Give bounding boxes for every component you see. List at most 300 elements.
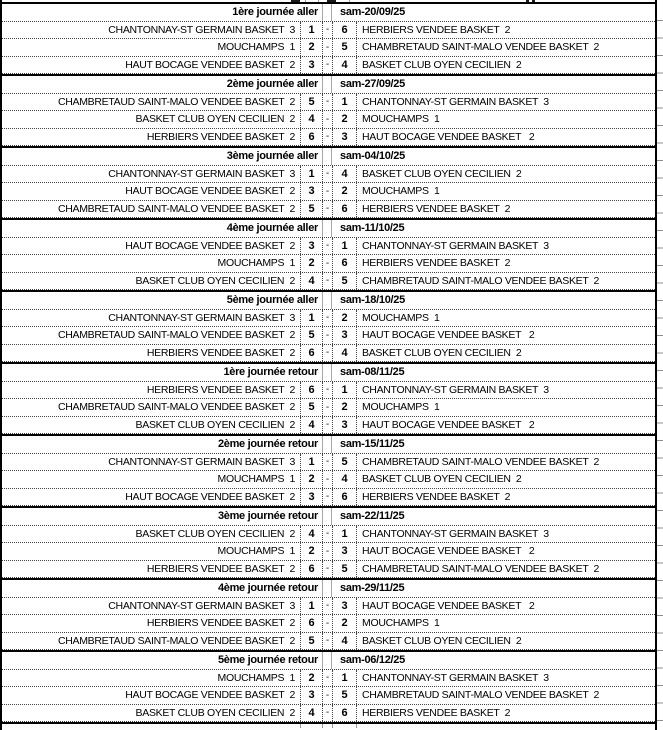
header-spacer-cell[interactable] <box>322 580 332 597</box>
away-number-cell[interactable] <box>332 111 356 128</box>
away-team-cell[interactable] <box>356 471 655 488</box>
vs-dash: - <box>325 401 330 413</box>
away-number-cell[interactable] <box>332 166 356 183</box>
vs-dash-cell[interactable] <box>322 327 332 344</box>
away-team-cell[interactable] <box>356 310 655 327</box>
home-team-cell[interactable] <box>2 166 300 183</box>
vs-dash: - <box>325 528 330 540</box>
vs-dash: - <box>325 203 330 215</box>
round-header-row <box>2 580 655 598</box>
vs-dash: - <box>325 240 330 252</box>
away-team-cell[interactable] <box>356 22 655 39</box>
vs-dash: - <box>325 600 330 612</box>
home-team-number: 5 <box>308 202 315 215</box>
home-team-cell[interactable] <box>2 561 300 578</box>
round-matches <box>2 670 655 723</box>
vs-dash: - <box>325 168 330 180</box>
vs-dash-cell[interactable] <box>322 561 332 578</box>
away-number-cell[interactable] <box>332 598 356 615</box>
away-team-number: 4 <box>341 167 348 180</box>
away-number-cell[interactable] <box>332 327 356 344</box>
away-number-cell[interactable] <box>332 382 356 399</box>
gridline-stub <box>300 724 301 728</box>
match-row <box>2 22 655 40</box>
away-team-number: 6 <box>341 706 348 719</box>
home-team-cell[interactable] <box>2 273 300 290</box>
vs-dash-cell[interactable] <box>322 399 332 416</box>
away-number-cell[interactable] <box>332 201 356 218</box>
round-date-cell[interactable] <box>332 364 655 381</box>
away-number-cell[interactable] <box>332 57 356 74</box>
round-title: 1ère journée aller <box>232 6 318 19</box>
home-team-name: BASKET CLUB OYEN CECILIEN 2 <box>135 418 295 431</box>
match-row <box>2 183 655 201</box>
away-number-cell[interactable] <box>332 129 356 146</box>
vs-dash: - <box>325 59 330 71</box>
home-number-cell[interactable] <box>300 615 322 632</box>
home-team-cell[interactable] <box>2 399 300 416</box>
round-date-cell[interactable] <box>332 148 655 165</box>
away-team-number: 6 <box>341 257 348 270</box>
match-row <box>2 687 655 705</box>
home-team-number: 4 <box>308 527 315 540</box>
vs-dash: - <box>325 185 330 197</box>
vs-dash-cell[interactable] <box>322 183 332 200</box>
away-team-name: MOUCHAMPS 1 <box>362 113 440 126</box>
away-team-cell[interactable] <box>356 183 655 200</box>
away-team-name: MOUCHAMPS 1 <box>362 311 440 324</box>
round-block <box>2 578 655 650</box>
round-date: sam-22/11/25 <box>340 510 405 523</box>
home-team-name: HAUT BOCAGE VENDEE BASKET 2 <box>125 185 295 198</box>
away-number-cell[interactable] <box>332 526 356 543</box>
vs-dash-cell[interactable] <box>322 22 332 39</box>
away-team-cell[interactable] <box>356 489 655 506</box>
round-date-cell[interactable] <box>332 292 655 309</box>
gridline-stub <box>318 0 319 2</box>
home-team-name: CHAMBRETAUD SAINT-MALO VENDEE BASKET 2 <box>57 329 295 342</box>
vs-dash-cell[interactable] <box>322 382 332 399</box>
home-team-cell[interactable] <box>2 489 300 506</box>
away-team-name: CHAMBRETAUD SAINT-MALO VENDEE BASKET 2 <box>362 562 600 575</box>
vs-dash-cell[interactable] <box>322 345 332 362</box>
away-team-cell[interactable] <box>356 705 655 722</box>
away-team-cell[interactable] <box>356 238 655 255</box>
away-number-cell[interactable] <box>332 22 356 39</box>
away-team-cell[interactable] <box>356 273 655 290</box>
home-number-cell[interactable] <box>300 543 322 560</box>
home-number-cell[interactable] <box>300 705 322 722</box>
away-team-number: 1 <box>341 527 348 540</box>
home-team-name: CHAMBRETAUD SAINT-MALO VENDEE BASKET 2 <box>57 401 295 414</box>
clipped-digit-mark <box>327 0 336 2</box>
round-date-cell[interactable] <box>332 436 655 453</box>
round-block <box>2 218 655 290</box>
home-number-cell[interactable] <box>300 417 322 434</box>
vs-dash-cell[interactable] <box>322 526 332 543</box>
round-matches <box>2 22 655 75</box>
home-team-cell[interactable] <box>2 183 300 200</box>
away-team-cell[interactable] <box>356 255 655 272</box>
home-team-number: 3 <box>308 689 315 702</box>
vs-dash-cell[interactable] <box>322 471 332 488</box>
away-number-cell[interactable] <box>332 489 356 506</box>
away-team-name: HAUT BOCAGE VENDEE BASKET 2 <box>362 545 535 558</box>
home-number-cell[interactable] <box>300 183 322 200</box>
round-title-cell[interactable] <box>2 508 322 525</box>
away-team-cell[interactable] <box>356 454 655 471</box>
home-team-number: 5 <box>308 95 315 108</box>
away-team-cell[interactable] <box>356 633 655 650</box>
round-header-row <box>2 652 655 670</box>
match-row <box>2 238 655 256</box>
vs-dash-cell[interactable] <box>322 454 332 471</box>
home-team-cell[interactable] <box>2 543 300 560</box>
vs-dash-cell[interactable] <box>322 273 332 290</box>
away-team-name: MOUCHAMPS 1 <box>362 185 440 198</box>
home-team-cell[interactable] <box>2 633 300 650</box>
away-team-cell[interactable] <box>356 615 655 632</box>
home-team-cell[interactable] <box>2 598 300 615</box>
round-matches <box>2 238 655 291</box>
home-number-cell[interactable] <box>300 489 322 506</box>
round-date: sam-18/10/25 <box>340 294 405 307</box>
match-row <box>2 111 655 129</box>
away-team-cell[interactable] <box>356 687 655 704</box>
home-number-cell[interactable] <box>300 310 322 327</box>
home-team-cell[interactable] <box>2 382 300 399</box>
round-date: sam-11/10/25 <box>340 222 405 235</box>
away-team-number: 6 <box>341 490 348 503</box>
home-team-cell[interactable] <box>2 345 300 362</box>
match-row <box>2 489 655 507</box>
away-team-number: 1 <box>341 671 348 684</box>
away-number-cell[interactable] <box>332 471 356 488</box>
round-date-cell[interactable] <box>332 76 655 93</box>
round-title: 2ème journée retour <box>217 438 318 451</box>
away-number-cell[interactable] <box>332 417 356 434</box>
away-number-cell[interactable] <box>332 705 356 722</box>
vs-dash-cell[interactable] <box>322 129 332 146</box>
round-header-row <box>2 148 655 166</box>
away-team-cell[interactable] <box>356 543 655 560</box>
round-date-cell[interactable] <box>332 508 655 525</box>
away-team-cell[interactable] <box>356 399 655 416</box>
away-team-name: CHANTONNAY-ST GERMAIN BASKET 3 <box>362 383 549 396</box>
away-team-cell[interactable] <box>356 670 655 687</box>
round-title-cell[interactable] <box>2 76 322 93</box>
home-team-cell[interactable] <box>2 111 300 128</box>
home-team-number: 6 <box>308 383 315 396</box>
vs-dash: - <box>325 545 330 557</box>
clipped-digit-mark <box>291 0 300 2</box>
vs-dash-cell[interactable] <box>322 238 332 255</box>
round-date: sam-29/11/25 <box>340 582 405 595</box>
home-team-name: CHANTONNAY-ST GERMAIN BASKET 3 <box>108 599 295 612</box>
home-team-number: 2 <box>308 545 315 558</box>
round-title: 5ème journée aller <box>226 294 318 307</box>
home-team-cell[interactable] <box>2 94 300 111</box>
away-team-cell[interactable] <box>356 382 655 399</box>
away-team-cell[interactable] <box>356 111 655 128</box>
home-number-cell[interactable] <box>300 39 322 56</box>
round-title-cell[interactable] <box>2 580 322 597</box>
match-row <box>2 94 655 112</box>
round-matches <box>2 382 655 435</box>
bottom-gridline-stubs <box>2 724 655 728</box>
away-number-cell[interactable] <box>332 183 356 200</box>
home-number-cell[interactable] <box>300 345 322 362</box>
away-number-cell[interactable] <box>332 615 356 632</box>
round-matches <box>2 454 655 507</box>
home-team-name: CHANTONNAY-ST GERMAIN BASKET 3 <box>108 167 295 180</box>
home-team-cell[interactable] <box>2 310 300 327</box>
home-team-number: 4 <box>308 113 315 126</box>
home-team-cell[interactable] <box>2 39 300 56</box>
vs-dash-cell[interactable] <box>322 489 332 506</box>
home-team-cell[interactable] <box>2 238 300 255</box>
vs-dash-cell[interactable] <box>322 39 332 56</box>
vs-dash: - <box>325 96 330 108</box>
away-team-name: CHANTONNAY-ST GERMAIN BASKET 3 <box>362 95 549 108</box>
away-team-cell[interactable] <box>356 57 655 74</box>
away-team-number: 3 <box>341 329 348 342</box>
home-number-cell[interactable] <box>300 238 322 255</box>
header-spacer-cell[interactable] <box>322 508 332 525</box>
header-spacer-cell[interactable] <box>322 436 332 453</box>
away-team-cell[interactable] <box>356 201 655 218</box>
home-number-cell[interactable] <box>300 561 322 578</box>
home-team-cell[interactable] <box>2 129 300 146</box>
home-number-cell[interactable] <box>300 598 322 615</box>
vs-dash-cell[interactable] <box>322 633 332 650</box>
match-row <box>2 561 655 579</box>
away-team-cell[interactable] <box>356 526 655 543</box>
home-number-cell[interactable] <box>300 399 322 416</box>
away-team-number: 4 <box>341 473 348 486</box>
match-row <box>2 670 655 688</box>
vs-dash-cell[interactable] <box>322 166 332 183</box>
away-team-name: HERBIERS VENDEE BASKET 2 <box>362 202 511 215</box>
round-title-cell[interactable] <box>2 436 322 453</box>
home-team-number: 6 <box>308 617 315 630</box>
away-number-cell[interactable] <box>332 310 356 327</box>
header-spacer-cell[interactable] <box>322 292 332 309</box>
round-date-cell[interactable] <box>332 652 655 669</box>
home-team-name: HAUT BOCAGE VENDEE BASKET 2 <box>125 239 295 252</box>
home-team-number: 6 <box>308 562 315 575</box>
away-team-cell[interactable] <box>356 598 655 615</box>
away-team-cell[interactable] <box>356 561 655 578</box>
header-spacer-cell[interactable] <box>322 652 332 669</box>
away-number-cell[interactable] <box>332 39 356 56</box>
home-number-cell[interactable] <box>300 327 322 344</box>
away-team-name: MOUCHAMPS 1 <box>362 401 440 414</box>
vs-dash: - <box>325 563 330 575</box>
home-number-cell[interactable] <box>300 22 322 39</box>
header-spacer-cell[interactable] <box>322 4 332 21</box>
home-number-cell[interactable] <box>300 111 322 128</box>
header-spacer-cell[interactable] <box>322 364 332 381</box>
header-spacer-cell[interactable] <box>322 220 332 237</box>
round-date: sam-04/10/25 <box>340 150 405 163</box>
home-number-cell[interactable] <box>300 166 322 183</box>
home-number-cell[interactable] <box>300 633 322 650</box>
vs-dash: - <box>325 707 330 719</box>
home-team-cell[interactable] <box>2 327 300 344</box>
vs-dash-cell[interactable] <box>322 57 332 74</box>
away-team-cell[interactable] <box>356 39 655 56</box>
away-number-cell[interactable] <box>332 399 356 416</box>
away-team-cell[interactable] <box>356 417 655 434</box>
home-number-cell[interactable] <box>300 273 322 290</box>
match-row <box>2 526 655 544</box>
home-number-cell[interactable] <box>300 129 322 146</box>
vs-dash: - <box>325 473 330 485</box>
away-team-number: 5 <box>341 41 348 54</box>
home-team-cell[interactable] <box>2 57 300 74</box>
round-date-cell[interactable] <box>332 220 655 237</box>
home-number-cell[interactable] <box>300 526 322 543</box>
home-team-cell[interactable] <box>2 615 300 632</box>
home-team-cell[interactable] <box>2 201 300 218</box>
away-number-cell[interactable] <box>332 561 356 578</box>
round-block <box>2 146 655 218</box>
home-team-name: MOUCHAMPS 1 <box>217 545 295 558</box>
home-number-cell[interactable] <box>300 255 322 272</box>
home-team-number: 4 <box>308 274 315 287</box>
vs-dash-cell[interactable] <box>322 598 332 615</box>
round-title-cell[interactable] <box>2 220 322 237</box>
round-title-cell[interactable] <box>2 364 322 381</box>
header-spacer-cell[interactable] <box>322 76 332 93</box>
home-team-cell[interactable] <box>2 417 300 434</box>
away-number-cell[interactable] <box>332 543 356 560</box>
vs-dash-cell[interactable] <box>322 615 332 632</box>
match-row <box>2 39 655 57</box>
away-team-name: HAUT BOCAGE VENDEE BASKET 2 <box>362 329 535 342</box>
clipped-row-above <box>2 0 655 4</box>
home-team-number: 3 <box>308 490 315 503</box>
away-team-number: 1 <box>341 383 348 396</box>
away-number-cell[interactable] <box>332 345 356 362</box>
away-team-name: CHANTONNAY-ST GERMAIN BASKET 3 <box>362 527 549 540</box>
away-team-number: 6 <box>341 202 348 215</box>
home-team-cell[interactable] <box>2 670 300 687</box>
away-number-cell[interactable] <box>332 255 356 272</box>
round-title-cell[interactable] <box>2 292 322 309</box>
home-team-name: MOUCHAMPS 1 <box>217 671 295 684</box>
home-team-cell[interactable] <box>2 454 300 471</box>
home-team-cell[interactable] <box>2 687 300 704</box>
away-number-cell[interactable] <box>332 670 356 687</box>
away-number-cell[interactable] <box>332 633 356 650</box>
away-number-cell[interactable] <box>332 238 356 255</box>
vs-dash: - <box>325 617 330 629</box>
home-team-cell[interactable] <box>2 705 300 722</box>
home-team-cell[interactable] <box>2 526 300 543</box>
vs-dash-cell[interactable] <box>322 705 332 722</box>
home-team-cell[interactable] <box>2 471 300 488</box>
home-number-cell[interactable] <box>300 382 322 399</box>
away-team-name: HERBIERS VENDEE BASKET 2 <box>362 257 511 270</box>
round-date-cell[interactable] <box>332 580 655 597</box>
vs-dash-cell[interactable] <box>322 670 332 687</box>
round-header-row <box>2 436 655 454</box>
home-team-number: 2 <box>308 671 315 684</box>
adjacent-column-sliver <box>657 0 663 730</box>
away-team-number: 2 <box>341 401 348 414</box>
round-title-cell[interactable] <box>2 652 322 669</box>
round-matches <box>2 166 655 219</box>
round-title-cell[interactable] <box>2 148 322 165</box>
vs-dash-cell[interactable] <box>322 687 332 704</box>
away-team-number: 2 <box>341 185 348 198</box>
header-spacer-cell[interactable] <box>322 148 332 165</box>
away-number-cell[interactable] <box>332 687 356 704</box>
round-title: 4ème journée aller <box>226 222 318 235</box>
vs-dash-cell[interactable] <box>322 543 332 560</box>
match-row <box>2 615 655 633</box>
home-number-cell[interactable] <box>300 670 322 687</box>
round-block <box>2 4 655 74</box>
match-row <box>2 310 655 328</box>
away-team-name: HERBIERS VENDEE BASKET 2 <box>362 490 511 503</box>
home-team-cell[interactable] <box>2 255 300 272</box>
away-team-number: 3 <box>341 418 348 431</box>
match-row <box>2 129 655 147</box>
home-number-cell[interactable] <box>300 57 322 74</box>
vs-dash-cell[interactable] <box>322 417 332 434</box>
round-title-cell[interactable] <box>2 4 322 21</box>
away-team-cell[interactable] <box>356 166 655 183</box>
vs-dash: - <box>325 275 330 287</box>
away-team-cell[interactable] <box>356 345 655 362</box>
home-number-cell[interactable] <box>300 201 322 218</box>
away-team-cell[interactable] <box>356 327 655 344</box>
away-team-cell[interactable] <box>356 129 655 146</box>
vs-dash-cell[interactable] <box>322 94 332 111</box>
away-team-number: 5 <box>341 562 348 575</box>
home-team-name: HERBIERS VENDEE BASKET 2 <box>146 617 295 630</box>
match-row <box>2 399 655 417</box>
round-date: sam-27/09/25 <box>340 78 405 91</box>
vs-dash-cell[interactable] <box>322 255 332 272</box>
home-team-number: 3 <box>308 239 315 252</box>
round-header-row <box>2 292 655 310</box>
away-number-cell[interactable] <box>332 273 356 290</box>
round-date-cell[interactable] <box>332 4 655 21</box>
home-number-cell[interactable] <box>300 454 322 471</box>
away-number-cell[interactable] <box>332 454 356 471</box>
away-number-cell[interactable] <box>332 94 356 111</box>
vs-dash-cell[interactable] <box>322 310 332 327</box>
vs-dash-cell[interactable] <box>322 201 332 218</box>
gridline-stub <box>349 0 350 2</box>
home-number-cell[interactable] <box>300 471 322 488</box>
vs-dash-cell[interactable] <box>322 111 332 128</box>
match-row <box>2 273 655 291</box>
away-team-number: 3 <box>341 130 348 143</box>
home-number-cell[interactable] <box>300 94 322 111</box>
away-team-number: 5 <box>341 689 348 702</box>
vs-dash: - <box>325 491 330 503</box>
home-number-cell[interactable] <box>300 687 322 704</box>
round-title: 3ème journée aller <box>226 150 318 163</box>
round-block <box>2 290 655 362</box>
home-team-cell[interactable] <box>2 22 300 39</box>
away-team-cell[interactable] <box>356 94 655 111</box>
